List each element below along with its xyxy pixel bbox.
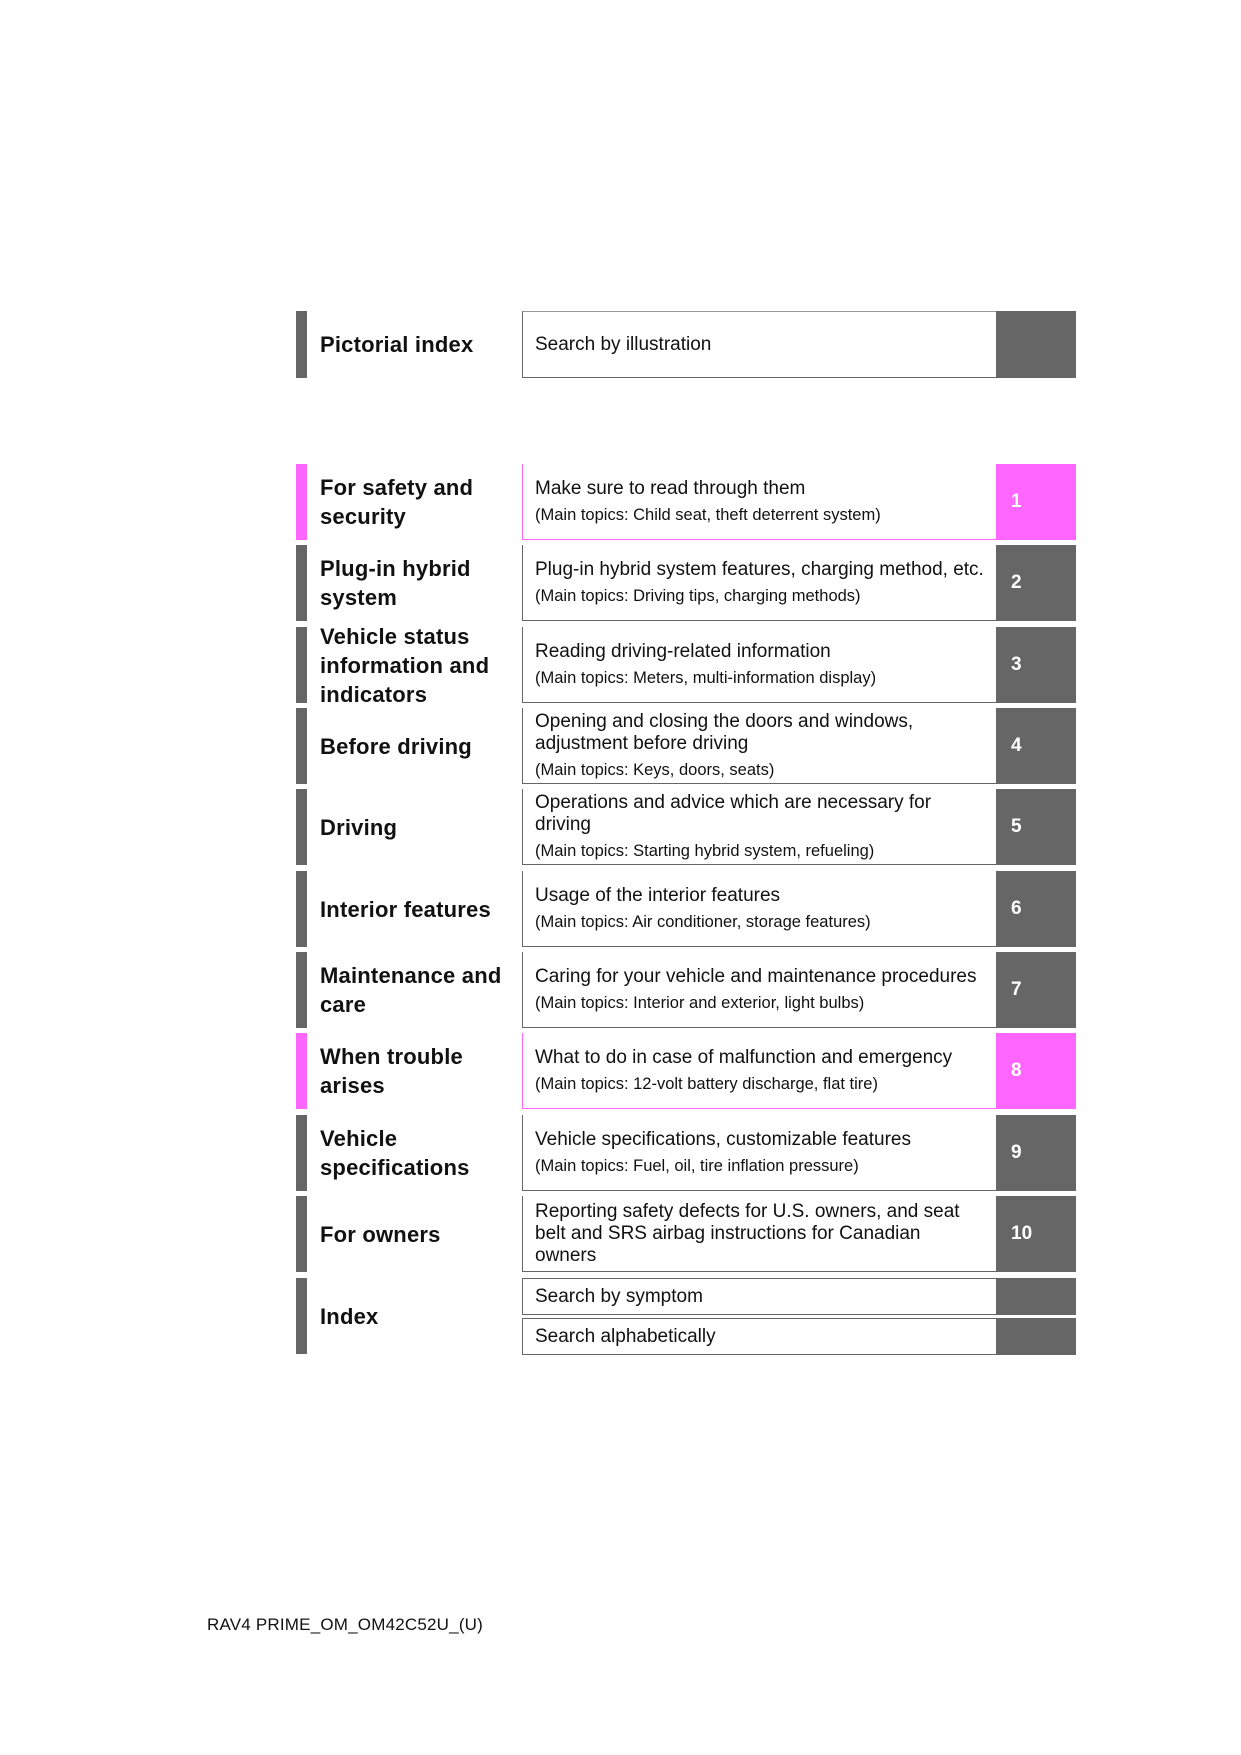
chapter-row-1[interactable]	[296, 464, 1076, 540]
section-description: Caring for your vehicle and maintenance procedures	[535, 965, 977, 987]
search-alphabetically-link[interactable]	[522, 1318, 1076, 1355]
section-bar	[296, 789, 307, 865]
chapter-tab[interactable]: 10	[996, 1196, 1076, 1272]
section-description: Opening and closing the doors and windows, adjustment before driving	[535, 710, 914, 754]
chapter-tab[interactable]: 4	[996, 708, 1076, 784]
section-topics: (Main topics: Interior and exterior, light bulbs)	[535, 993, 865, 1012]
section-bar	[296, 464, 307, 540]
section-description-box	[522, 311, 996, 378]
section-title: Plug-in hybrid system	[320, 556, 471, 610]
search-alphabetically-label: Search alphabetically	[522, 1318, 996, 1355]
chapter-tab[interactable]: 8	[996, 1033, 1076, 1109]
section-description: Operations and advice which are necessary for driving	[535, 791, 932, 835]
pictorial-index-row[interactable]	[296, 311, 1076, 378]
section-bar	[296, 952, 307, 1028]
section-description-box	[522, 1033, 996, 1109]
section-topics: (Main topics: 12-volt battery discharge, flat tire)	[535, 1074, 878, 1093]
chapter-tab[interactable]: 9	[996, 1115, 1076, 1191]
section-description: Reading driving-related information	[535, 640, 831, 662]
chapter-row-2[interactable]	[296, 545, 1076, 621]
section-description: Make sure to read through them	[535, 477, 806, 499]
section-description-box	[522, 871, 996, 947]
section-title: Driving	[320, 814, 398, 840]
index-tab[interactable]	[996, 1278, 1076, 1315]
section-title: Before driving	[320, 733, 472, 759]
section-bar	[296, 1278, 307, 1354]
document-code: RAV4 PRIME_OM_OM42C52U_(U)	[207, 1615, 484, 1634]
chapter-tab[interactable]	[996, 311, 1076, 378]
section-topics: (Main topics: Starting hybrid system, refueling)	[535, 841, 875, 860]
section-description-box	[522, 952, 996, 1028]
section-description-box	[522, 708, 996, 784]
chapter-row-6[interactable]	[296, 871, 1076, 947]
section-bar	[296, 708, 307, 784]
section-description-box	[522, 545, 996, 621]
section-title: Index	[320, 1303, 379, 1329]
chapter-tab[interactable]: 2	[996, 545, 1076, 621]
chapter-row-3[interactable]	[296, 623, 1076, 707]
section-bar	[296, 545, 307, 621]
section-bar	[296, 311, 307, 378]
section-description: What to do in case of malfunction and emergency	[535, 1046, 953, 1068]
search-by-symptom-link[interactable]	[522, 1278, 1076, 1315]
section-topics: (Main topics: Meters, multi-information display)	[535, 668, 877, 687]
chapter-tab[interactable]: 6	[996, 871, 1076, 947]
search-by-symptom-label: Search by symptom	[522, 1278, 996, 1315]
chapter-tab[interactable]: 3	[996, 627, 1076, 703]
section-title: When trouble arises	[320, 1044, 463, 1098]
chapter-row-9[interactable]	[296, 1115, 1076, 1191]
section-description: Vehicle specifications, customizable features	[535, 1128, 911, 1150]
section-title: Maintenance and care	[320, 963, 502, 1017]
section-topics: (Main topics: Air conditioner, storage features)	[535, 912, 871, 931]
section-title: For owners	[320, 1221, 441, 1247]
section-title: Interior features	[320, 896, 491, 922]
section-description-box	[522, 627, 996, 703]
chapter-tab[interactable]: 1	[996, 464, 1076, 540]
section-description-box	[522, 789, 996, 865]
index-tab[interactable]	[996, 1318, 1076, 1355]
chapter-row-5[interactable]	[296, 789, 1076, 865]
section-description-box	[522, 1196, 996, 1272]
section-topics: (Main topics: Child seat, theft deterrent system)	[535, 505, 881, 524]
section-title: Pictorial index	[320, 332, 474, 357]
section-topics: (Main topics: Fuel, oil, tire inflation pressure)	[535, 1156, 859, 1175]
chapter-tab[interactable]: 5	[996, 789, 1076, 865]
chapter-row-4[interactable]	[296, 708, 1076, 784]
section-bar	[296, 1196, 307, 1272]
section-description: Plug-in hybrid system features, charging method, etc.	[535, 558, 984, 580]
section-description-box	[522, 1115, 996, 1191]
section-title: Vehicle status information and indicators	[320, 623, 490, 707]
section-bar	[296, 1115, 307, 1191]
section-bar	[296, 1033, 307, 1109]
index-row	[296, 1278, 1076, 1354]
section-description-box	[522, 464, 996, 540]
chapter-tab[interactable]: 7	[996, 952, 1076, 1028]
chapter-row-10[interactable]	[296, 1196, 1076, 1272]
section-topics: (Main topics: Keys, doors, seats)	[535, 760, 775, 779]
section-description: Search by illustration	[535, 333, 712, 355]
section-topics: (Main topics: Driving tips, charging methods)	[535, 586, 861, 605]
section-description: Usage of the interior features	[535, 884, 781, 906]
section-title: Vehicle specifications	[320, 1126, 470, 1180]
section-title: For safety and security	[320, 475, 474, 529]
section-bar	[296, 627, 307, 703]
section-bar	[296, 871, 307, 947]
chapter-row-7[interactable]	[296, 952, 1076, 1028]
section-description: Reporting safety defects for U.S. owners, and seat belt and SRS airbag instructions for Canadian owners	[535, 1200, 960, 1266]
chapter-row-8[interactable]	[296, 1033, 1076, 1109]
